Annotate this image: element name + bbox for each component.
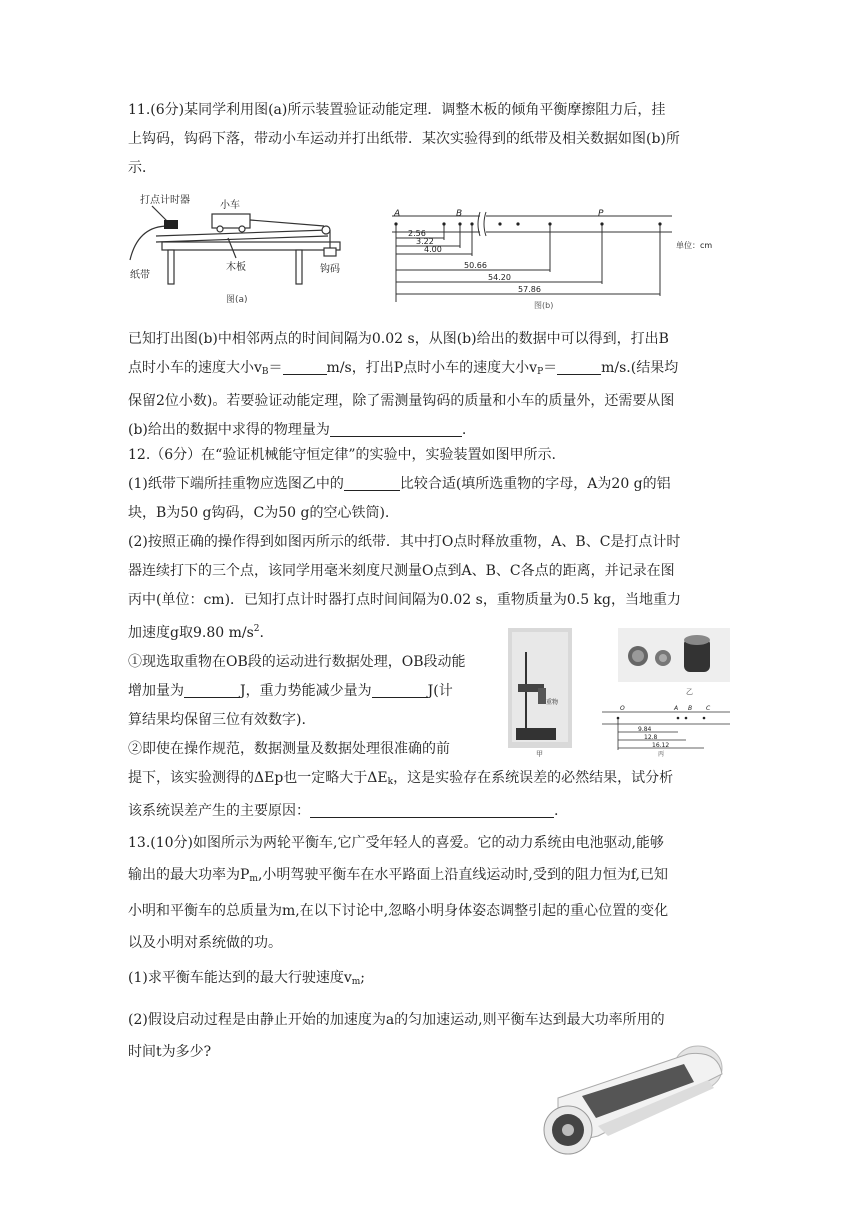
distance-label: 54.20 (488, 273, 511, 282)
label-jia: 甲 (536, 750, 543, 758)
figure-b-tape (388, 206, 732, 312)
hoverboard-image (538, 1044, 734, 1162)
text-line: ②即使在操作规范，数据测量及数据处理很准确的前 (128, 741, 450, 757)
point-c-label: C (706, 705, 711, 712)
point-o-label: O (620, 705, 625, 712)
answer-blank-ep[interactable] (372, 681, 428, 698)
answer-blank-ek[interactable] (184, 681, 240, 698)
figure-a-apparatus (128, 186, 358, 308)
answer-blank-vp[interactable] (557, 358, 601, 375)
text-line: 上钩码，钩码下落，带动小车运动并打出纸带．某次实验得到的纸带及相关数据如图(b)所 (128, 131, 680, 147)
text-line: (1)纸带下端所挂重物应选图乙中的 比较合适(填所选重物的字母，A为20 g的铝 (128, 476, 671, 492)
text-line: 输出的最大功率为$P_m$,小明驾驶平衡车在水平路面上沿直线运动时,受到的阻力恒为f,已知 (128, 867, 669, 884)
text-line: 提下，该实验测得的ΔEp也一定略大于$\Delta E_k$，这是实验存在系统误差的必然结果，试分析 (128, 770, 674, 787)
distance-label: 4.00 (424, 245, 442, 254)
text-line: 增加量为 J，重力势能减少量为 J(计 (128, 683, 453, 699)
text-line: (1)求平衡车能达到的最大行驶速度$v_m$; (128, 970, 366, 987)
text-line: (b)给出的数据中求得的物理量为 . (128, 422, 467, 438)
distance-label: 2.56 (408, 229, 426, 238)
point-p-label: P (598, 209, 604, 219)
timer-label: 打点计时器 (140, 195, 190, 206)
text-line: 小明和平衡车的总质量为m,在以下讨论中,忽略小明身体姿态调整引起的重心位置的变化 (128, 903, 669, 919)
distance-label: 9.84 (638, 726, 652, 733)
label-yi: 乙 (686, 688, 693, 696)
text-line: (2)按照正确的操作得到如图丙所示的纸带．其中打O点时释放重物，A、B、C是打点计时 (128, 534, 681, 550)
distance-label: 12.8 (644, 734, 658, 741)
figure-a-caption: 图(a) (226, 295, 248, 305)
tape-label: 纸带 (130, 270, 150, 281)
answer-blank-weight[interactable] (344, 474, 400, 491)
text-line: 丙中(单位：cm)．已知打点计时器打点时间间隔为0.02 s，重物质量为0.5 kg，当地重力 (128, 592, 682, 608)
distance-label: 57.86 (518, 285, 541, 294)
distance-label: 50.66 (464, 261, 487, 270)
text-line: 点时小车的速度大小$v_B= m/s$，打出P点时小车的速度大小$v_P= m/s$.(结果均 (128, 360, 679, 377)
text-line: 保留2位小数)。若要验证动能定理，除了需测量钩码的质量和小车的质量外，还需要从图 (128, 393, 675, 409)
question-11-body (128, 325, 732, 445)
point-a-label: A (394, 209, 401, 219)
question-11-intro (128, 96, 732, 183)
text-line: 算结果均保留三位有效数字). (128, 712, 306, 728)
text-line: 已知打出图(b)中相邻两点的时间间隔为0.02 s，从图(b)给出的数据中可以得到，打出B (128, 331, 669, 347)
text-line: 以及小明对系统做的功。 (128, 935, 282, 951)
text-line: (2)假设启动过程是由静止开始的加速度为a的匀加速运动,则平衡车达到最大功率所用的 (128, 1012, 665, 1028)
timer-block (164, 220, 178, 229)
point-b-label: B (688, 705, 693, 712)
text-line: ①现选取重物在OB段的运动进行数据处理，OB段动能 (128, 654, 466, 670)
answer-blank-reason[interactable] (310, 801, 554, 818)
text-line: 12.（6分）在“验证机械能守恒定律”的实验中，实验装置如图甲所示. (128, 447, 556, 463)
answer-blank-vb[interactable] (283, 358, 327, 375)
label-bing: 丙 (658, 751, 665, 758)
figure-12-apparatus (508, 628, 734, 758)
cart-label: 小车 (220, 200, 240, 211)
text-line: 11.(6分)某同学利用图(a)所示装置验证动能定理．调整木板的倾角平衡摩擦阻力后，挂 (128, 102, 666, 118)
text-line: 加速度g取9.80 $m/s^2$. (128, 624, 264, 641)
text-line: 块，B为50 g钩码，C为50 g的空心铁筒). (128, 505, 390, 521)
weight-label: 钩码 (320, 264, 340, 275)
question-13-body (128, 827, 732, 1068)
answer-blank-quantity[interactable] (330, 420, 462, 437)
board-label: 木板 (226, 262, 246, 273)
text-line: 该系统误差产生的主要原因： . (128, 803, 559, 819)
point-b-label: B (456, 209, 463, 219)
unit-label: 单位：cm (676, 241, 713, 250)
text-line: 示． (128, 160, 156, 176)
distance-label: 16.12 (652, 742, 670, 749)
text-line: 时间t为多少? (128, 1044, 212, 1060)
point-a-label: A (674, 705, 679, 712)
weight-photo-label: 重物 (546, 699, 559, 706)
text-line: 器连续打下的三个点，该同学用毫米刻度尺测量O点到A、B、C各点的距离，并记录在图 (128, 563, 675, 579)
text-line: 13.(10分)如图所示为两轮平衡车,它广受年轻人的喜爱。它的动力系统由电池驱动,能够 (128, 835, 664, 851)
figure-b-caption: 图(b) (534, 301, 554, 310)
distance-label: 3.22 (416, 237, 434, 246)
